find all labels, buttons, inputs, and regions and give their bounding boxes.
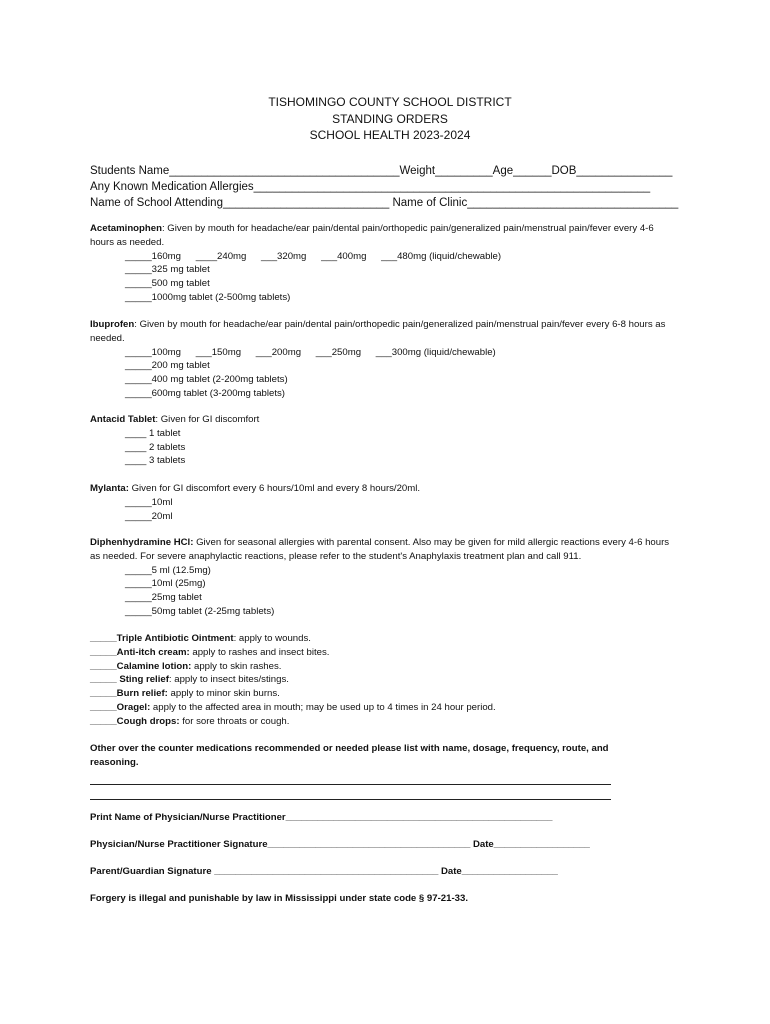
other-medications-line[interactable] — [90, 785, 611, 800]
mylanta-desc: Given for GI discomfort every 6 hours/10ml and every 8 hours/20ml. — [128, 483, 421, 494]
physician-signature-field[interactable]: Physician/Nurse Practitioner Signature______________________________________ Date__________________ — [90, 839, 590, 850]
otc-item-desc: apply to minor skin burns. — [167, 688, 280, 700]
allergies-field[interactable]: Any Known Medication Allergies______________________________________________________________ — [90, 180, 651, 193]
acetaminophen-section — [90, 222, 680, 305]
list-item[interactable] — [90, 687, 680, 701]
list-item[interactable] — [90, 701, 680, 715]
otc-item-desc: : apply to wounds. — [233, 633, 311, 644]
antacid-heading: Antacid Tablet — [90, 414, 156, 425]
antacid-option[interactable]: ____ 1 tablet — [125, 427, 181, 439]
acetaminophen-option[interactable]: _____500 mg tablet — [125, 278, 210, 290]
otc-item-name: _____Triple Antibiotic Ointment — [90, 633, 234, 644]
list-item[interactable] — [90, 646, 680, 660]
document-header — [0, 94, 770, 144]
ibuprofen-section — [90, 318, 680, 401]
list-item[interactable] — [90, 660, 680, 674]
otc-item-name: _____Calamine lotion: — [90, 660, 192, 672]
ibuprofen-option[interactable]: _____600mg tablet (3-200mg tablets) — [125, 387, 285, 399]
student-name-weight-age-dob-field[interactable]: Students Name____________________________________Weight_________Age______DOB_______________ — [90, 165, 673, 177]
ibuprofen-option[interactable]: ___300mg (liquid/chewable) — [375, 346, 496, 358]
otc-item-name: _____Anti-itch cream: — [90, 646, 190, 658]
diphenhydramine-heading: Diphenhydramine HCl: — [90, 537, 194, 548]
other-medications-line[interactable] — [90, 770, 611, 785]
acetaminophen-option[interactable]: ___480mg (liquid/chewable) — [381, 250, 502, 262]
diphenhydramine-option[interactable]: _____5 ml (12.5mg) — [125, 564, 211, 576]
ibuprofen-option[interactable]: _____400 mg tablet (2-200mg tablets) — [125, 374, 288, 386]
antacid-desc: : Given for GI discomfort — [155, 414, 260, 425]
otc-medication-list — [90, 632, 680, 729]
otc-item-desc: apply to the affected area in mouth; may be used up to 4 times in 24 hour period. — [150, 701, 496, 713]
school-clinic-field[interactable]: Name of School Attending__________________________ Name of Clinic_________________________________ — [90, 196, 679, 209]
otc-item-desc: apply to rashes and insect bites. — [189, 646, 330, 658]
otc-item-name: _____Cough drops: — [90, 715, 180, 727]
otc-item-name: _____ Sting relief — [90, 674, 169, 686]
otc-item-name: _____Oragel: — [90, 701, 151, 713]
antacid-option[interactable]: ____ 3 tablets — [125, 455, 186, 467]
other-medications-section — [90, 742, 650, 800]
otc-item-name: _____Burn relief: — [90, 688, 168, 700]
diphenhydramine-option[interactable]: _____10ml (25mg) — [125, 578, 206, 590]
list-item[interactable] — [90, 632, 680, 646]
acetaminophen-option[interactable]: _____1000mg tablet (2-500mg tablets) — [125, 291, 291, 303]
otc-item-desc: apply to skin rashes. — [191, 660, 282, 672]
otc-item-desc: : apply to insect bites/stings. — [168, 674, 289, 686]
ibuprofen-option[interactable]: ___250mg — [315, 346, 362, 358]
ibuprofen-heading: Ibuprofen — [90, 319, 135, 330]
ibuprofen-option[interactable]: _____200 mg tablet — [125, 360, 210, 372]
diphenhydramine-option[interactable]: _____50mg tablet (2-25mg tablets) — [125, 605, 275, 617]
mylanta-heading: Mylanta: — [90, 483, 129, 494]
list-item[interactable] — [90, 715, 680, 729]
parent-signature-field[interactable]: Parent/Guardian Signature __________________________________________ Date__________________ — [90, 866, 558, 877]
diphenhydramine-desc: Given for seasonal allergies with parental consent. Also may be given for mild allergic reactions every 4-6 hours as needed. For severe anaphylactic reactions, please refer to the student's Anaphylaxis treatment plan and call 911. — [90, 537, 670, 562]
antacid-section — [90, 413, 680, 468]
otc-item-desc: for sore throats or cough. — [179, 715, 290, 727]
ibuprofen-option[interactable]: ___200mg — [255, 346, 302, 358]
antacid-option[interactable]: ____ 2 tablets — [125, 441, 186, 453]
ibuprofen-option[interactable]: _____100mg — [125, 346, 182, 358]
list-item[interactable] — [90, 673, 680, 687]
school-year-title: SCHOOL HEALTH 2023-2024 — [309, 128, 471, 142]
acetaminophen-option[interactable]: _____325 mg tablet — [125, 264, 210, 276]
acetaminophen-option[interactable]: _____160mg — [125, 250, 182, 262]
acetaminophen-desc: : Given by mouth for headache/ear pain/dental pain/orthopedic pain/generalized pain/menstrual pain/fever every 4-6 hours as needed. — [90, 223, 654, 248]
acetaminophen-heading: Acetaminophen — [90, 223, 162, 234]
mylanta-option[interactable]: _____20ml — [125, 510, 173, 522]
other-medications-prompt: Other over the counter medications recommended or needed please list with name, dosage, frequency, route, and reasoning. — [90, 743, 609, 768]
ibuprofen-option[interactable]: ___150mg — [195, 346, 242, 358]
diphenhydramine-section — [90, 536, 680, 619]
print-name-field[interactable]: Print Name of Physician/Nurse Practitioner__________________________________________________ — [90, 812, 553, 823]
student-info-fields — [90, 164, 690, 211]
diphenhydramine-option[interactable]: _____25mg tablet — [125, 592, 202, 604]
ibuprofen-desc: : Given by mouth for headache/ear pain/dental pain/orthopedic pain/generalized pain/menstrual pain/fever every 6-8 hours as needed. — [90, 319, 666, 344]
mylanta-section — [90, 482, 680, 523]
acetaminophen-option[interactable]: ____240mg — [195, 250, 247, 262]
acetaminophen-option[interactable]: ___320mg — [261, 250, 307, 262]
acetaminophen-option[interactable]: ___400mg — [321, 250, 367, 262]
forgery-notice: Forgery is illegal and punishable by law in Mississippi under state code § 97-21-33. — [90, 893, 469, 904]
document-title: STANDING ORDERS — [332, 111, 448, 126]
mylanta-option[interactable]: _____10ml — [125, 496, 173, 508]
district-title: TISHOMINGO COUNTY SCHOOL DISTRICT — [268, 95, 512, 109]
